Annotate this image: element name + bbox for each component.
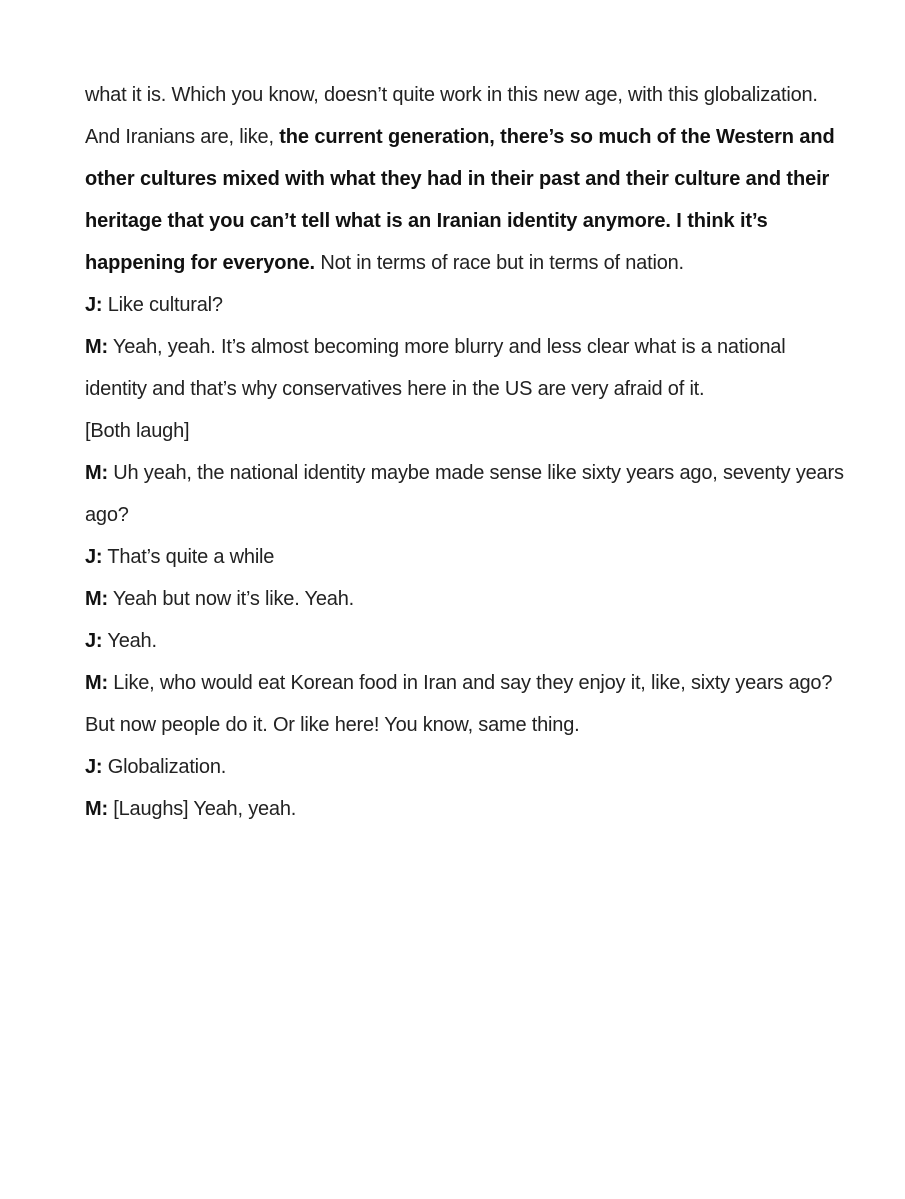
stage-direction	[85, 410, 845, 452]
dialogue-text: Yeah, yeah. It’s almost becoming more blurry and less clear what is a national identity and that’s why conservatives here in the US are very afraid of it.	[85, 336, 786, 400]
speaker-label: J:	[85, 630, 103, 652]
dialogue-text: Uh yeah, the national identity maybe made sense like sixty years ago, seventy years ago?	[85, 462, 844, 526]
speaker-label: M:	[85, 672, 108, 694]
speaker-label: M:	[85, 588, 108, 610]
dialogue-line	[85, 746, 845, 788]
dialogue-text: Yeah.	[102, 630, 157, 652]
speaker-label: M:	[85, 798, 108, 820]
dialogue-line	[85, 284, 845, 326]
dialogue-text: That’s quite a while	[102, 546, 275, 568]
dialogue-line	[85, 326, 845, 410]
speaker-label: J:	[85, 294, 103, 316]
speaker-label: M:	[85, 336, 108, 358]
speaker-label: J:	[85, 756, 103, 778]
dialogue-text: Like, who would eat Korean food in Iran and say they enjoy it, like, sixty years ago? But now people do it. Or like here! You know, same thing.	[85, 672, 833, 736]
dialogue-line	[85, 578, 845, 620]
speaker-label: M:	[85, 462, 108, 484]
dialogue-text: Like cultural?	[102, 294, 223, 316]
intro-text-before: what it is. Which you know, doesn’t quite work in this new age, with this globalization. And Iranians are, like,	[85, 84, 818, 148]
dialogue-line	[85, 452, 845, 536]
dialogue-text: Globalization.	[102, 756, 227, 778]
intro-bold-text: the current generation, there’s so much of the Western and other cultures mixed with what they had in their past and their culture and their heritage that you can’t tell what is an Iranian identity anymore. I think it’s happening for everyone.	[85, 126, 835, 274]
dialogue-text: [Both laugh]	[85, 420, 190, 442]
intro-text-after: Not in terms of race but in terms of nation.	[314, 252, 684, 274]
speaker-label: J:	[85, 546, 103, 568]
dialogue-line	[85, 788, 845, 830]
dialogue-line	[85, 620, 845, 662]
dialogue-line	[85, 536, 845, 578]
dialogue-line	[85, 662, 845, 746]
dialogue-text: [Laughs] Yeah, yeah.	[107, 798, 297, 820]
intro-paragraph	[85, 74, 845, 284]
document-page	[85, 74, 845, 830]
dialogue-text: Yeah but now it’s like. Yeah.	[107, 588, 354, 610]
